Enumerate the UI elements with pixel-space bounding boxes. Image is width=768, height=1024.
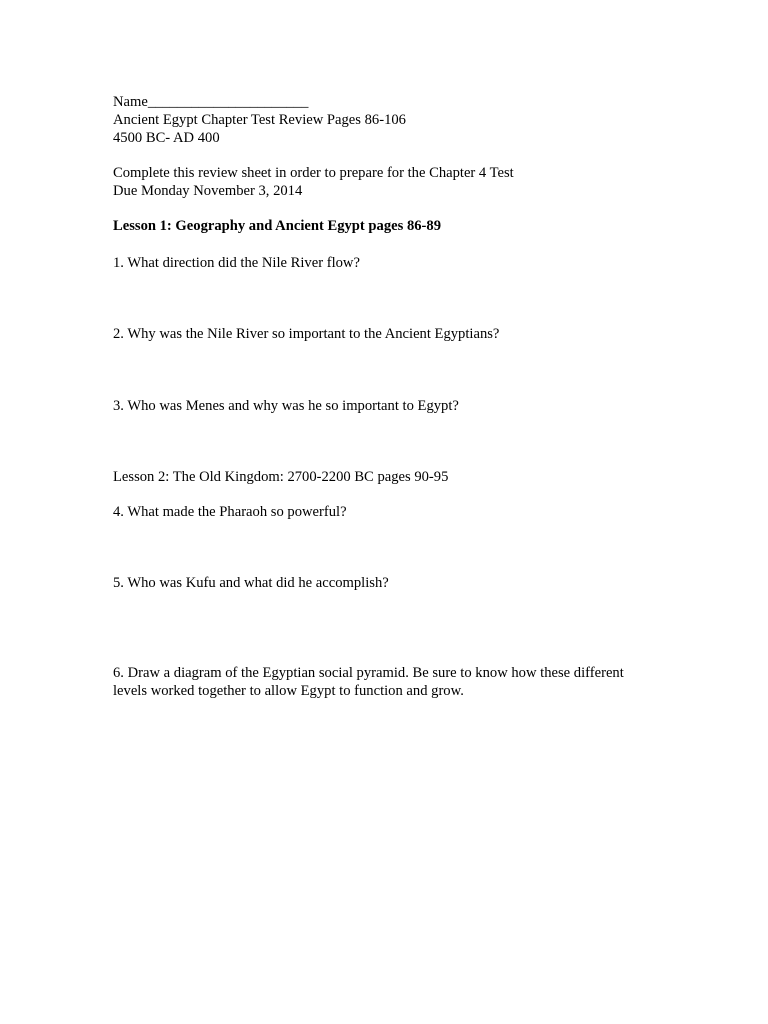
name-line: Name______________________ — [113, 94, 309, 110]
document-title: Ancient Egypt Chapter Test Review Pages 86-106 — [113, 112, 406, 128]
due-date: Due Monday November 3, 2014 — [113, 183, 303, 199]
lesson2-heading: Lesson 2: The Old Kingdom: 2700-2200 BC pages 90-95 — [113, 469, 449, 485]
question-5: 5. Who was Kufu and what did he accomplish? — [113, 575, 389, 591]
question-4: 4. What made the Pharaoh so powerful? — [113, 504, 347, 520]
instructions-line: Complete this review sheet in order to prepare for the Chapter 4 Test — [113, 165, 514, 181]
question-3: 3. Who was Menes and why was he so important to Egypt? — [113, 398, 459, 414]
lesson1-heading: Lesson 1: Geography and Ancient Egypt pages 86-89 — [113, 218, 441, 234]
question-6: 6. Draw a diagram of the Egyptian social pyramid. Be sure to know how these different levels worked together to allow Egypt to function and grow. — [113, 665, 624, 699]
question-1: 1. What direction did the Nile River flow? — [113, 255, 360, 271]
question-2: 2. Why was the Nile River so important to the Ancient Egyptians? — [113, 326, 500, 342]
date-range: 4500 BC- AD 400 — [113, 130, 220, 146]
